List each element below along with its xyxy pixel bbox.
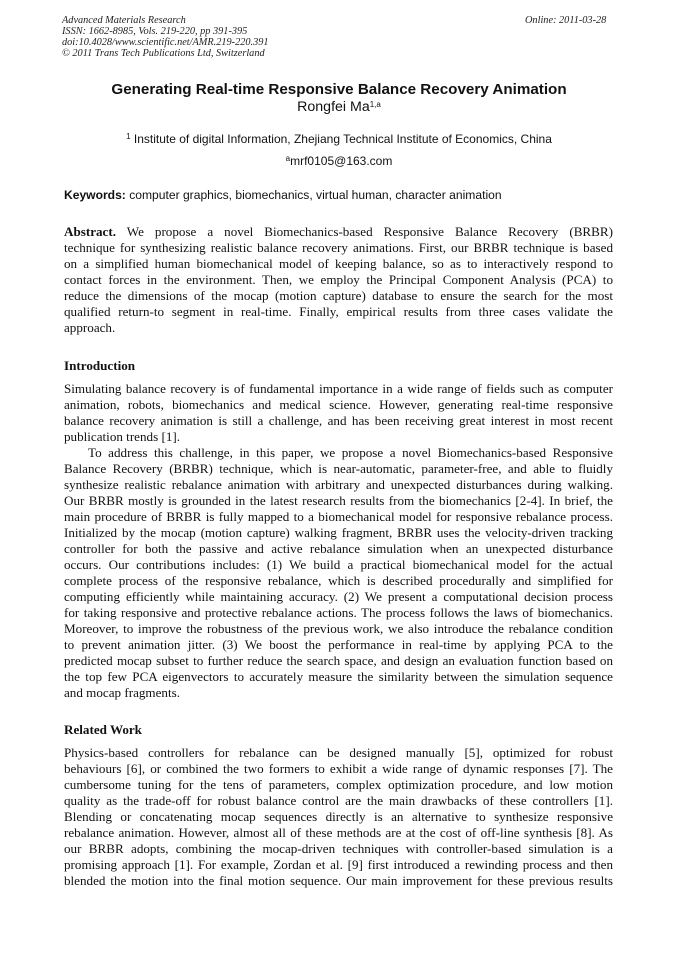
section-heading-related-work: Related Work	[64, 722, 142, 737]
online-date: Online: 2011-03-28	[525, 15, 607, 26]
text-line: our BRBR adopts, combining the mocap-driven techniques with controller-based simulation is a	[64, 841, 613, 856]
author-email	[0, 154, 678, 169]
text-line: Blending or concatenating mocap sequences directly is an alternative to synthesize responsive	[64, 809, 613, 824]
text-line: behaviours [6], or combined the two formers to exhibit a wide range of dynamic responses [7]. The	[64, 761, 613, 776]
text-line: synthesize realistic rebalance animation with arbitrary and unexpected disturbances during walking.	[64, 477, 613, 492]
introduction-para-1	[64, 381, 613, 445]
text-line: Moreover, to improve the robustness of the previous work, we also introduce the rebalance condition	[64, 621, 613, 636]
text-line: main procedure of BRBR is fully mapped to a biomechanical model for responsive rebalance process.	[64, 509, 613, 524]
text-line: the top few PCA eigenvectors to accurately measure the similarity between the simulation sequence	[64, 669, 613, 684]
text-line: rebalance animation. However, almost all of these methods are at the cost of off-line synthesis [8]. As	[64, 825, 613, 840]
related-work-para-1	[64, 745, 613, 889]
email-text: mrf0105@163.com	[290, 154, 393, 168]
affiliation	[0, 132, 678, 147]
issn-line: ISSN: 1662-8985, Vols. 219-220, pp 391-395	[62, 26, 248, 37]
text-line: publication trends [1].	[64, 429, 180, 444]
email-sup: a	[285, 154, 291, 163]
keywords-label: Keywords:	[64, 188, 126, 202]
author-sup: 1,a	[369, 100, 381, 109]
text-line: for taking responsive and protective rebalance actions. The process follows the laws of biomechanics.	[64, 605, 613, 620]
text-line: To address this challenge, in this paper, we propose a novel Biomechanics-based Responsive	[88, 445, 613, 460]
text-line: blended the motion into the final motion sequence. Our main improvement for these previous results	[64, 873, 613, 888]
abstract-line: approach.	[64, 320, 116, 335]
abstract-line: reduce the dimensions of the mocap (motion capture) database to ensure the search for the most	[64, 288, 613, 303]
affiliation-sup: 1	[126, 132, 131, 141]
text-line: quality as the trade-off for robust balance control are the main drawbacks of these controllers [1].	[64, 793, 613, 808]
text-line: cumbersome tuning for the tens of parameters, complex optimization procedure, and low motion	[64, 777, 613, 792]
abstract-line: contact forces in the environment. Then, we employ the Principal Component Analysis (PCA) to	[64, 272, 613, 287]
keywords-text: computer graphics, biomechanics, virtual human, character animation	[125, 188, 502, 202]
text-line: animation, robots, biomechanics and medical science. However, generating real-time responsive	[64, 397, 613, 412]
text-line: Balance Recovery (BRBR) technique, which is near-automatic, parameter-free, and able to fluidly	[64, 461, 613, 476]
abstract-label: Abstract.	[64, 224, 116, 239]
text-line: complete process of the responsive rebalance, which is described procedurally and simplified for	[64, 573, 613, 588]
affiliation-text: Institute of digital Information, Zhejiang Technical Institute of Economics, China	[130, 132, 552, 146]
text-line: Simulating balance recovery is of fundamental importance in a wide range of fields such as computer	[64, 381, 613, 396]
author-name: Rongfei Ma	[297, 99, 370, 115]
text-line: to prevent animation jitter. (3) We boost the performance in real-time by applying PCA to the	[64, 637, 613, 652]
introduction-para-2	[64, 445, 613, 701]
abstract-line: technique for synthesizing realistic balance recovery animations. First, our BRBR technique is based	[64, 240, 613, 255]
text-line: and mocap fragments.	[64, 685, 180, 700]
text-line: Initialized by the mocap (motion capture) walking fragment, BRBR uses the velocity-driven tracking	[64, 525, 613, 540]
keywords	[64, 188, 502, 203]
text-line: computing efficiently while maintaining accuracy. (2) We present a computational decision process	[64, 589, 613, 604]
section-heading-introduction: Introduction	[64, 358, 136, 373]
text-line: Physics-based controllers for rebalance can be designed manually [5], optimized for robust	[64, 745, 613, 760]
text-line: promising approach [1]. For example, Zordan et al. [9] first introduced a rewinding process and then	[64, 857, 613, 872]
journal-name: Advanced Materials Research	[62, 15, 186, 26]
author-line	[0, 99, 678, 116]
abstract-line: qualified return-to segment in real-time. Finally, empirical results from three cases validate the	[64, 304, 613, 319]
abstract-line: on a simplified human biomechanical model of keeping balance, so as to interactively respond to	[64, 256, 613, 271]
text-line: balance recovery animation is still a challenge, and has been receiving great interest in most recent	[64, 413, 613, 428]
text-line: Our BRBR mostly is grounded in the latest research results from the biomechanics [2-4]. In brief, the	[64, 493, 613, 508]
abstract	[64, 224, 613, 336]
doi-line: doi:10.4028/www.scientific.net/AMR.219-220.391	[62, 37, 269, 48]
paper-title: Generating Real-time Responsive Balance Recovery Animation	[111, 81, 567, 98]
text-line: predicted mocap subset to further reduce the search space, and design an evaluation function based on	[64, 653, 613, 668]
copyright-line: © 2011 Trans Tech Publications Ltd, Switzerland	[62, 48, 265, 59]
abstract-line: Abstract. We propose a novel Biomechanics-based Responsive Balance Recovery (BRBR)	[64, 224, 613, 239]
text-line: occurs. Our contributions includes: (1) We build a practical biomechanical model for the actual	[64, 557, 613, 572]
text-line: controller for both the passive and active rebalance simulation when an unexpected disturbance	[64, 541, 613, 556]
journal-header	[62, 15, 269, 59]
